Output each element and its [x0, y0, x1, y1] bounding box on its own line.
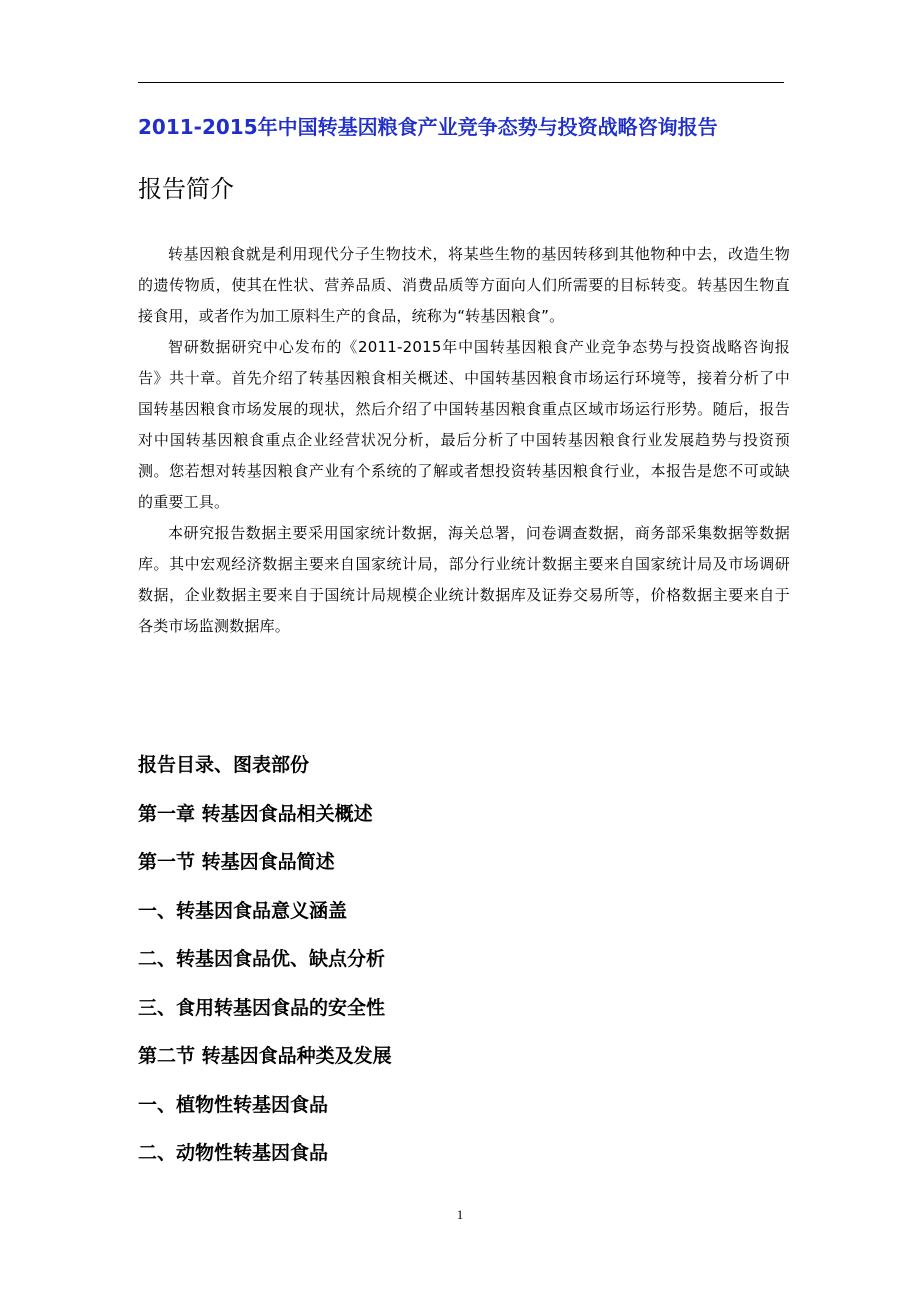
- intro-paragraph-2: 智研数据研究中心发布的《2011-2015年中国转基因粮食产业竞争态势与投资战略咨询报告》共十章。首先介绍了转基因粮食相关概述、中国转基因粮食市场运行环境等，接着分析了中国转基因粮食市场发展的现状，然后介绍了中国转基因粮食重点区域市场运行形势。随后，报告对中国转基因粮食重点企业经营状况分析，最后分析了中国转基因粮食行业发展趋势与投资预测。您若想对转基因粮食产业有个系统的了解或者想投资转基因粮食行业，本报告是您不可或缺的重要工具。: [138, 338, 790, 511]
- toc-heading: 报告目录、图表部份: [138, 754, 310, 776]
- toc-item-1-1-3: 三、食用转基因食品的安全性: [138, 996, 386, 1019]
- toc-section-1-1: 第一节 转基因食品简述: [138, 851, 335, 873]
- intro-body: [138, 239, 790, 642]
- toc-item-1-1-1: 一、转基因食品意义涵盖: [138, 899, 348, 922]
- toc-chapter-1: 第一章 转基因食品相关概述: [138, 802, 373, 825]
- toc-section-1-2: 第二节 转基因食品种类及发展: [138, 1045, 392, 1067]
- toc-item-1-1-2: 二、转基因食品优、缺点分析: [138, 948, 386, 970]
- document-title: 2011-2015年中国转基因粮食产业竞争态势与投资战略咨询报告: [138, 115, 718, 139]
- header-rule: [138, 82, 784, 83]
- page-number: 1: [456, 1207, 464, 1222]
- intro-paragraph-3: 本研究报告数据主要采用国家统计数据，海关总署，问卷调查数据，商务部采集数据等数据库。其中宏观经济数据主要来自国家统计局，部分行业统计数据主要来自国家统计局及市场调研数据，企业数据主要来自于国统计局规模企业统计数据库及证券交易所等，价格数据主要来自于各类市场监测数据库。: [138, 524, 790, 635]
- toc-item-1-2-2: 二、动物性转基因食品: [138, 1142, 329, 1164]
- intro-paragraph-1: 转基因粮食就是利用现代分子生物技术，将某些生物的基因转移到其他物种中去，改造生物的遗传物质，使其在性状、营养品质、消费品质等方面向人们所需要的目标转变。转基因生物直接食用，或者作为加工原料生产的食品，统称为“转基因粮食”。: [138, 245, 790, 325]
- toc-item-1-2-1: 一、植物性转基因食品: [138, 1093, 329, 1116]
- table-of-contents: [138, 748, 798, 1185]
- intro-heading: 报告简介: [138, 175, 234, 203]
